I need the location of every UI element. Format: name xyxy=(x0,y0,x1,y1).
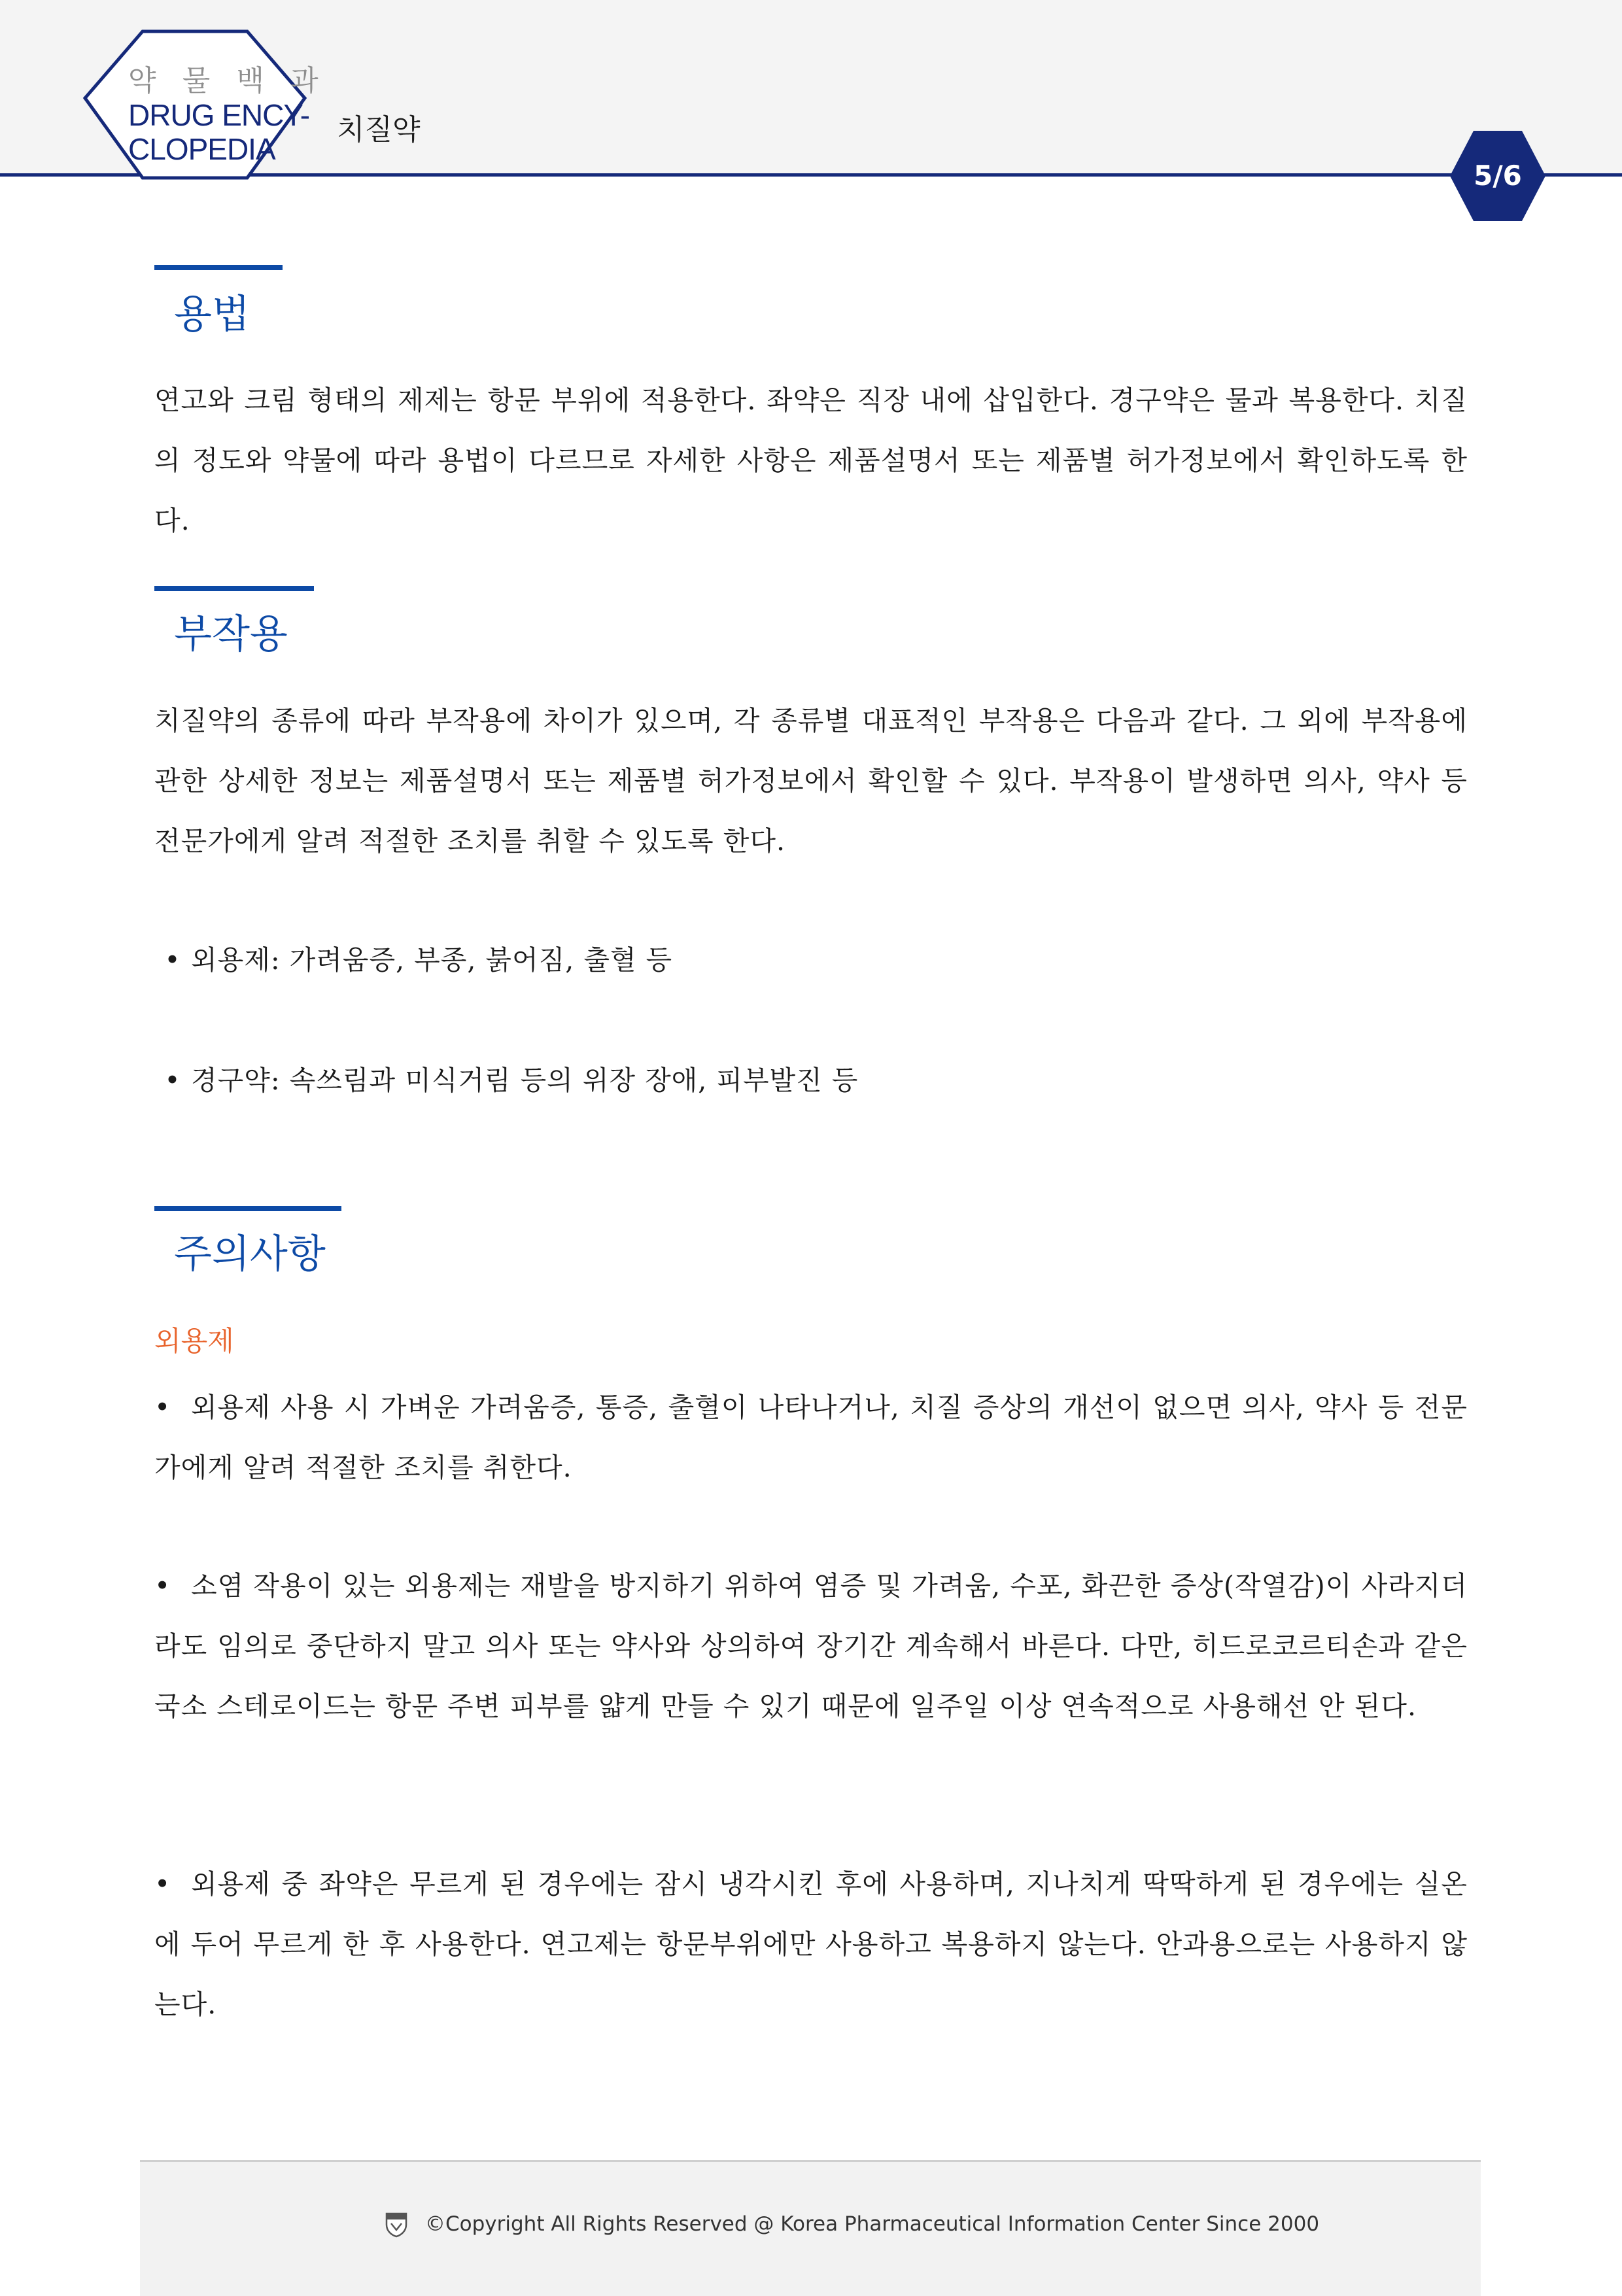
section-title-precautions: 주의사항 xyxy=(174,1231,326,1277)
section-title-side-effects: 부작용 xyxy=(174,611,288,657)
section-bar-usage xyxy=(154,265,283,270)
side-effects-paragraph: 치질약의 종류에 따라 부작용에 차이가 있으며, 각 종류별 대표적인 부작용은 다음과 같다. 그 외에 부작용에 관한 상세한 정보는 제품설명서 또는 제품별 허가정보에서 확인할 수 있다. 부작용이 발생하면 의사, 약사 등 전문가에게 알려 적절한 조치를 취할 수 있도록 한다. xyxy=(154,705,1468,857)
precaution-text: 소염 작용이 있는 외용제는 재발을 방지하기 위하여 염증 및 가려움, 수포, 화끈한 증상(작열감)이 사라지더라도 임의로 중단하지 말고 의사 또는 약사와 상의하여 장기간 계속해서 바른다. 다만, 히드로코르티손과 같은 국소 스테로이드는 항문 주변 피부를 얇게 만들 수 있기 때문에 일주일 이상 연속적으로 사용해선 안 된다. xyxy=(154,1570,1468,1722)
bullet-mark: • xyxy=(154,1570,171,1602)
section-bar-precautions xyxy=(154,1206,341,1211)
precaution-item xyxy=(154,1377,1468,1498)
side-effect-text: 외용제: 가려움증, 부종, 붉어짐, 출혈 등 xyxy=(191,944,673,976)
logo xyxy=(128,64,328,166)
page-indicator: 5/6 xyxy=(1474,160,1522,192)
bullet-mark: • xyxy=(164,944,181,976)
side-effect-bullet xyxy=(154,1050,1468,1110)
precaution-item xyxy=(154,1556,1468,1736)
logo-english-line2: CLOPEDIA xyxy=(128,132,275,166)
bullet-mark: • xyxy=(154,1868,171,1900)
bullet-mark: • xyxy=(154,1392,171,1423)
usage-paragraph: 연고와 크림 형태의 제제는 항문 부위에 적용한다. 좌약은 직장 내에 삽입한다. 경구약은 물과 복용한다. 치질의 정도와 약물에 따라 용법이 다르므로 자세한 사항은 제품설명서 또는 제품별 허가정보에서 확인하도록 한다. xyxy=(154,385,1468,536)
section-bar-side-effects xyxy=(154,586,314,591)
precaution-text: 외용제 사용 시 가벼운 가려움증, 통증, 출혈이 나타나거나, 치질 증상의 개선이 없으면 의사, 약사 등 전문가에게 알려 적절한 조치를 취한다. xyxy=(154,1392,1468,1483)
precautions-subheading: 외용제 xyxy=(154,1325,234,1357)
document-title: 치질약 xyxy=(337,113,421,146)
side-effect-text: 경구약: 속쓰림과 미식거림 등의 위장 장애, 피부발진 등 xyxy=(191,1065,859,1096)
precaution-item xyxy=(154,1854,1468,2034)
precaution-text: 외용제 중 좌약은 무르게 된 경우에는 잠시 냉각시킨 후에 사용하며, 지나치게 딱딱하게 된 경우에는 실온에 두어 무르게 한 후 사용한다. 연고제는 항문부위에만 사용하고 복용하지 않는다. 안과용으로는 사용하지 않는다. xyxy=(154,1868,1468,2020)
logo-korean: 약 물 백 과 xyxy=(128,65,328,97)
side-effect-bullet xyxy=(154,930,1468,990)
section-title-usage: 용법 xyxy=(174,292,250,337)
shield-emblem-icon xyxy=(385,2212,408,2238)
logo-english-line1: DRUG ENCY- xyxy=(128,98,310,132)
bullet-mark: • xyxy=(164,1065,181,1096)
footer-copyright: ©Copyright All Rights Reserved @ Korea Pharmaceutical Information Center Since 2000 xyxy=(425,2212,1320,2236)
